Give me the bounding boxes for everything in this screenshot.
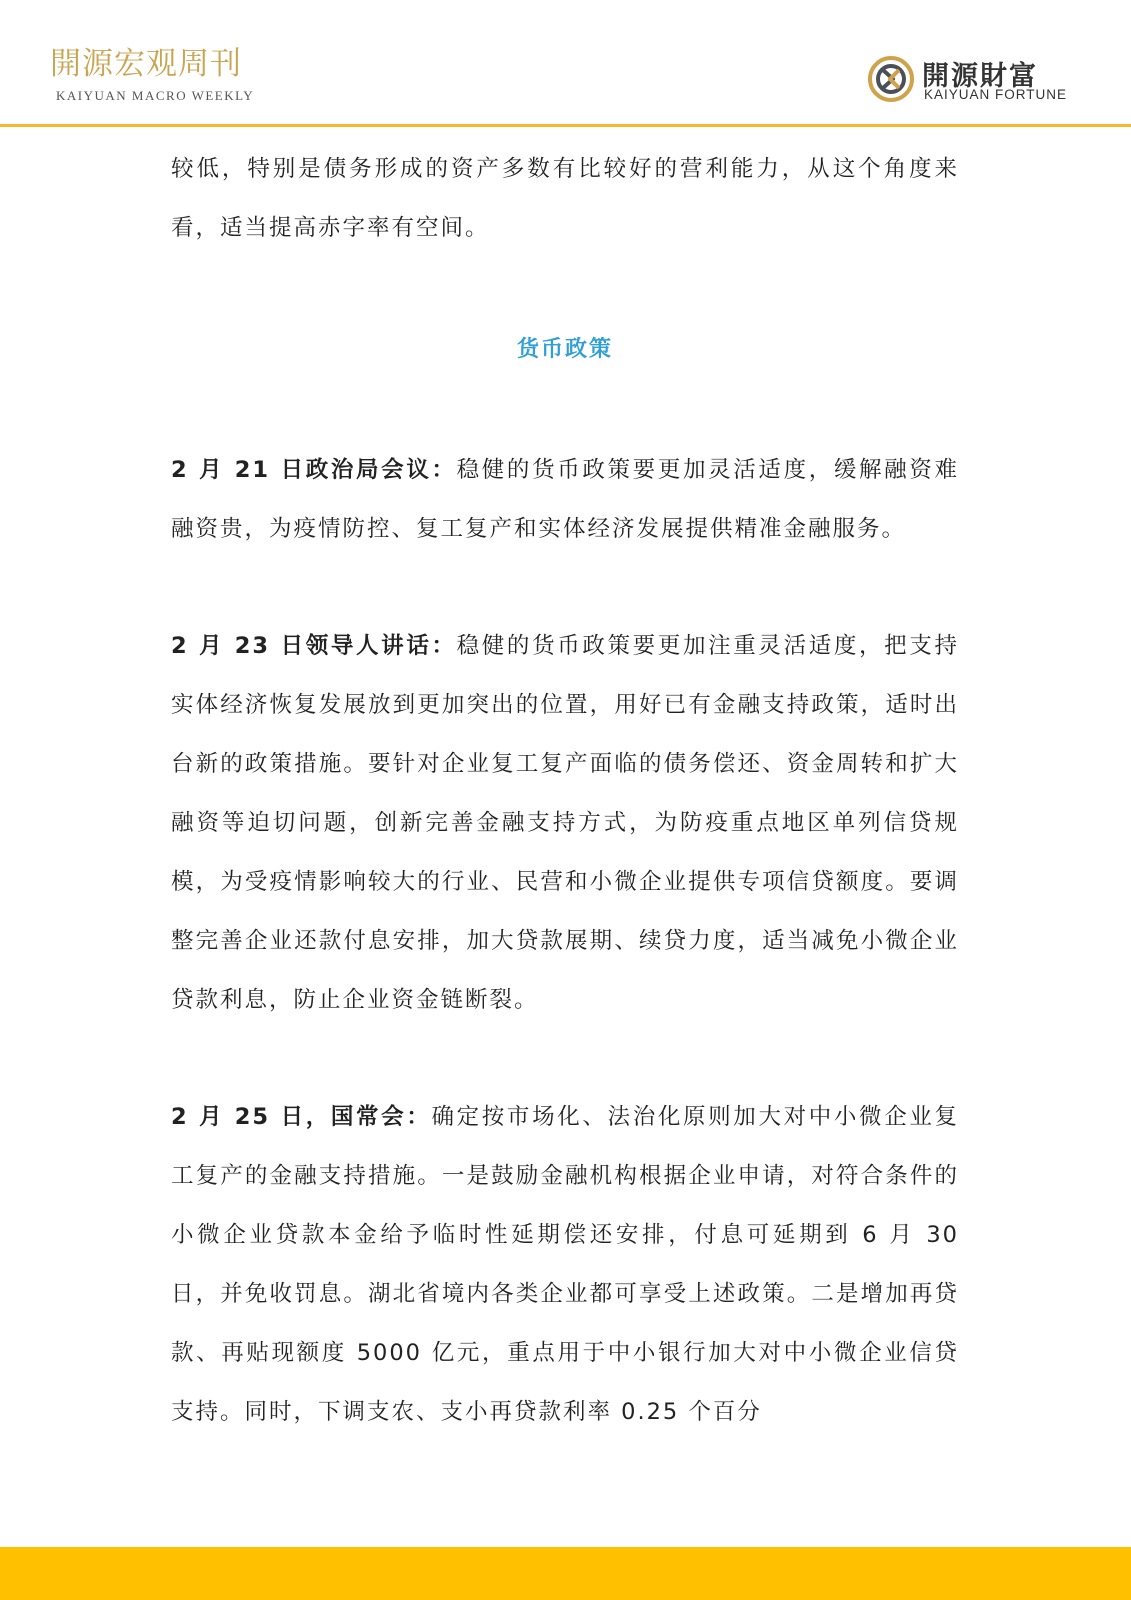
policy-item-text: 稳健的货币政策要更加灵活适度，缓解融资难融资贵，为疫情防控、复工复产和实体经济发展提供精准金融服务。	[171, 457, 959, 542]
weekly-subtitle: KAIYUAN MACRO WEEKLY	[56, 88, 255, 103]
kaiyuan-logo-icon	[866, 54, 916, 104]
policy-item-lead: 2 月 25 日，国常会：	[171, 1104, 432, 1130]
policy-item-text: 稳健的货币政策要更加注重灵活适度，把支持实体经济恢复发展放到更加突出的位置，用好已有金融支持政策，适时出台新的政策措施。要针对企业复工复产面临的债务偿还、资金周转和扩大融资等迫切问题，创新完善金融支持方式，为防疫重点地区单列信贷规模，为受疫情影响较大的行业、民营和小微企业提供专项信贷额度。要调整完善企业还款付息安排，加大贷款展期、续贷力度，适当减免小微企业贷款利息，防止企业资金链断裂。	[171, 633, 959, 1013]
header-divider	[0, 124, 1131, 127]
section-title: 货币政策	[516, 337, 613, 362]
page-header	[0, 0, 1131, 127]
logo-text-cn: 開源財富	[922, 61, 1038, 92]
policy-item-feb23	[171, 617, 959, 1030]
policy-item-feb21	[171, 441, 959, 559]
policy-item-lead: 2 月 21 日政治局会议：	[171, 457, 457, 483]
company-logo	[866, 50, 1086, 106]
footer-bar	[0, 1547, 1131, 1600]
intro-paragraph: 较低，特别是债务形成的资产多数有比较好的营利能力，从这个角度来看，适当提高赤字率有空间。	[171, 156, 959, 241]
policy-item-feb25	[171, 1088, 959, 1442]
policy-item-text: 确定按市场化、法治化原则加大对中小微企业复工复产的金融支持措施。一是鼓励金融机构根据企业申请，对符合条件的小微企业贷款本金给予临时性延期偿还安排，付息可延期到 6 月 30 日，并免收罚息。湖北省境内各类企业都可享受上述政策。二是增加再贷款、再贴现额度 5000 亿元，重点用于中小银行加大对中小微企业信贷支持。同时，下调支农、支小再贷款利率 0.25 个百分	[171, 1104, 959, 1425]
policy-item-lead: 2 月 23 日领导人讲话：	[171, 633, 457, 659]
logo-text-en: KAIYUAN FORTUNE	[924, 87, 1068, 102]
weekly-title: 開源宏观周刊	[50, 46, 242, 82]
article-body	[171, 140, 959, 1442]
